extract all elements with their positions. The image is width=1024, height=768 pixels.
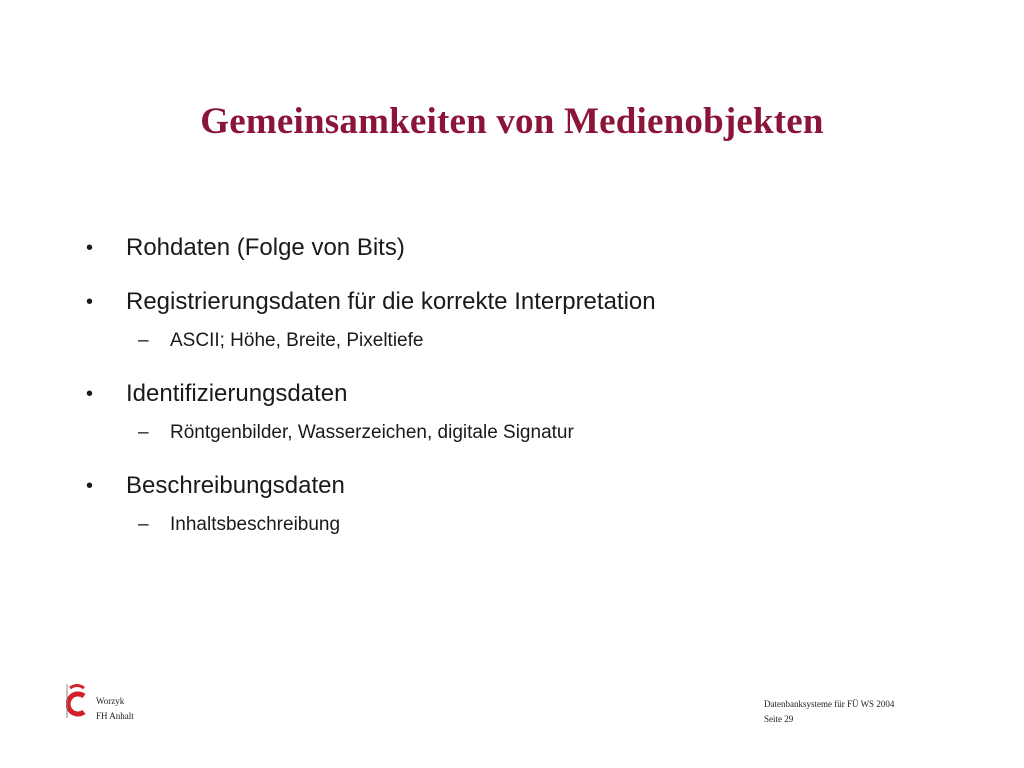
sub-bullet-item: [86, 328, 936, 354]
sub-bullet-item: [86, 512, 936, 538]
bullet-marker: •: [86, 291, 94, 313]
sub-bullet-marker: –: [138, 514, 149, 535]
bullet-item: [86, 470, 936, 502]
sub-bullet-text: Inhaltsbeschreibung: [170, 514, 341, 535]
sub-bullet-marker: –: [138, 422, 149, 443]
footer-left: [66, 682, 134, 724]
bullet-text: Registrierungsdaten für die korrekte Interpretation: [126, 288, 656, 315]
footer-right: [764, 697, 894, 727]
footer-page-number: Seite 29: [764, 714, 794, 724]
bullet-item: [86, 286, 936, 318]
bullet-marker: •: [86, 237, 94, 259]
footer-author: Worzyk: [96, 696, 125, 706]
bullet-text: Beschreibungsdaten: [126, 472, 345, 499]
slide-title: Gemeinsamkeiten von Medienobjekten: [200, 101, 824, 142]
sub-bullet-item: [86, 420, 936, 446]
footer-author-block: [96, 682, 134, 724]
bullet-marker: •: [86, 383, 94, 405]
bullet-marker: •: [86, 475, 94, 497]
fh-anhalt-logo-icon: [66, 682, 88, 720]
bullet-item: [86, 232, 936, 264]
footer-institution: FH Anhalt: [96, 711, 134, 721]
bullet-text: Rohdaten (Folge von Bits): [126, 234, 405, 261]
footer-course: Datenbanksysteme für FÜ WS 2004: [764, 699, 895, 709]
sub-bullet-marker: –: [138, 330, 149, 351]
bullet-text: Identifizierungsdaten: [126, 380, 348, 407]
bullet-item: [86, 378, 936, 410]
bullet-list: [86, 232, 936, 562]
sub-bullet-text: ASCII; Höhe, Breite, Pixeltiefe: [170, 330, 424, 351]
sub-bullet-text: Röntgenbilder, Wasserzeichen, digitale Signatur: [170, 422, 574, 443]
